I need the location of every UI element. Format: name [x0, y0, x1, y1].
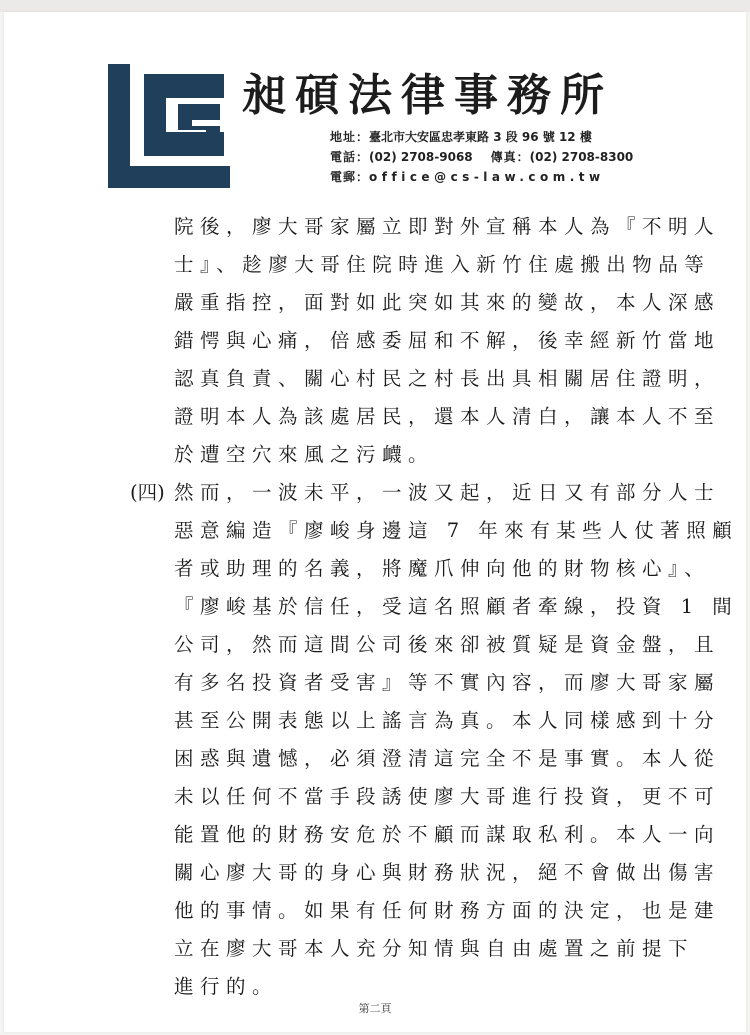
body-line: 於遭空穴來風之污衊。	[174, 443, 435, 466]
body-line: 能置他的財務安危於不顧而謀取私利。本人一向	[174, 823, 721, 846]
body-line: 立在廖大哥本人充分知情與自由處置之前提下	[174, 937, 695, 960]
firm-email	[330, 169, 605, 185]
body-line: 士』、趁廖大哥住院時進入新竹住處搬出物品等	[174, 253, 711, 276]
body-line: 惡意編造『廖峻身邊這 7 年來有某些人仗著照顧	[174, 519, 739, 542]
body-line: 嚴重指控，面對如此突如其來的變故，本人深感	[174, 291, 721, 314]
body-line: 有多名投資者受害』等不實內容，而廖大哥家屬	[174, 671, 721, 694]
body-line: 甚至公開表態以上謠言為真。本人同樣感到十分	[174, 709, 721, 732]
firm-phone-fax	[330, 149, 633, 165]
address-value: 臺北市大安區忠孝東路 3 段 96 號 12 樓	[369, 130, 592, 144]
viewer-top-band	[0, 0, 750, 12]
body-line: 錯愕與心痛，倍感委屈和不解，後幸經新竹當地	[174, 329, 721, 352]
body-line: 院後，廖大哥家屬立即對外宣稱本人為『不明人	[174, 215, 721, 238]
body-line: 證明本人為該處居民，還本人清白，讓本人不至	[174, 405, 721, 428]
body-line: 然而，一波未平，一波又起，近日又有部分人士	[174, 481, 721, 504]
email-label: 電郵：	[330, 170, 370, 184]
firm-address	[330, 129, 592, 145]
body-line: 『廖峻基於信任，受這名照顧者牽線，投資 1 間	[174, 595, 739, 618]
phone-label: 電話：	[330, 150, 370, 164]
address-label: 地址：	[330, 130, 370, 144]
firm-logo	[108, 64, 230, 188]
phone-value: (02) 2708-9068	[369, 150, 473, 164]
body-line: 困惑與遺憾，必須澄清這完全不是事實。本人從	[174, 747, 721, 770]
paragraph-marker: (四)	[130, 481, 165, 504]
document-page	[4, 12, 746, 1032]
body-line: 進行的。	[174, 975, 279, 998]
body-line: 公司，然而這間公司後來卻被質疑是資金盤，且	[174, 633, 721, 656]
firm-name: 昶碩法律事務所	[242, 70, 613, 121]
body-line: 認真負責、關心村民之村長出具相關居住證明，	[174, 367, 721, 390]
body-line: 他的事情。如果有任何財務方面的決定，也是建	[174, 899, 721, 922]
fax-label: 傳真：	[490, 150, 530, 164]
body-line: 關心廖大哥的身心與財務狀況，絕不會做出傷害	[174, 861, 721, 884]
body-line: 者或助理的名義，將魔爪伸向他的財物核心』、	[174, 557, 711, 580]
email-value: office@cs-law.com.tw	[369, 170, 605, 184]
body-line: 未以任何不當手段誘使廖大哥進行投資，更不可	[174, 785, 721, 808]
fax-value: (02) 2708-8300	[529, 150, 634, 164]
page-number: 第二頁	[358, 1002, 392, 1015]
